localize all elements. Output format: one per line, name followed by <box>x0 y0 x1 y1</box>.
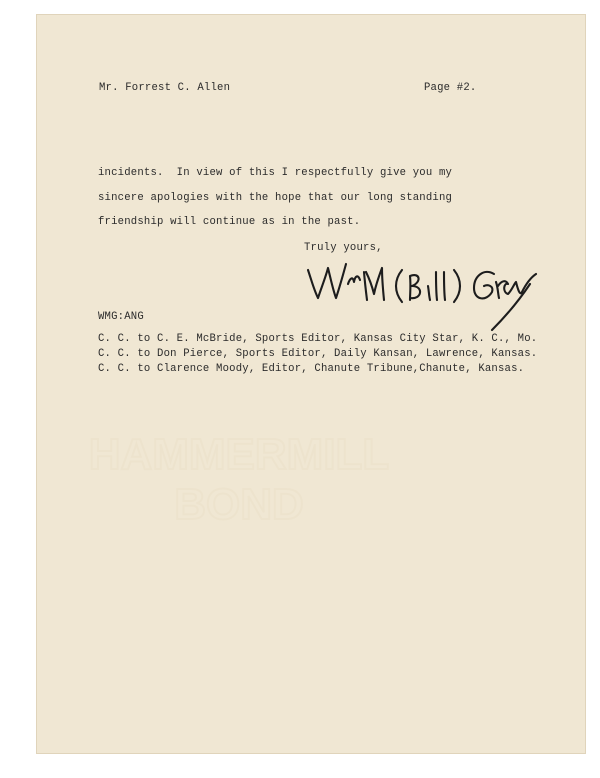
body-line-3: friendship will continue as in the past. <box>98 216 361 228</box>
cc-line-3: C. C. to Clarence Moody, Editor, Chanute Tribune,Chanute, Kansas. <box>98 363 525 375</box>
page-number: Page #2. <box>424 82 477 94</box>
body-line-1: incidents. In view of this I respectfully give you my <box>98 167 453 179</box>
typist-initials: WMG:ANG <box>98 311 144 323</box>
letter-page <box>36 14 586 754</box>
closing: Truly yours, <box>304 242 383 254</box>
body-line-2: sincere apologies with the hope that our long standing <box>98 192 453 204</box>
paper-watermark <box>88 409 390 549</box>
watermark-line-2: BOND <box>174 480 304 529</box>
signature <box>298 242 538 332</box>
cc-line-2: C. C. to Don Pierce, Sports Editor, Daily Kansan, Lawrence, Kansas. <box>98 348 538 360</box>
recipient-header: Mr. Forrest C. Allen <box>99 82 231 94</box>
watermark-line-1: HAMMERMILL <box>88 430 390 479</box>
cc-line-1: C. C. to C. E. McBride, Sports Editor, Kansas City Star, K. C., Mo. <box>98 333 538 345</box>
